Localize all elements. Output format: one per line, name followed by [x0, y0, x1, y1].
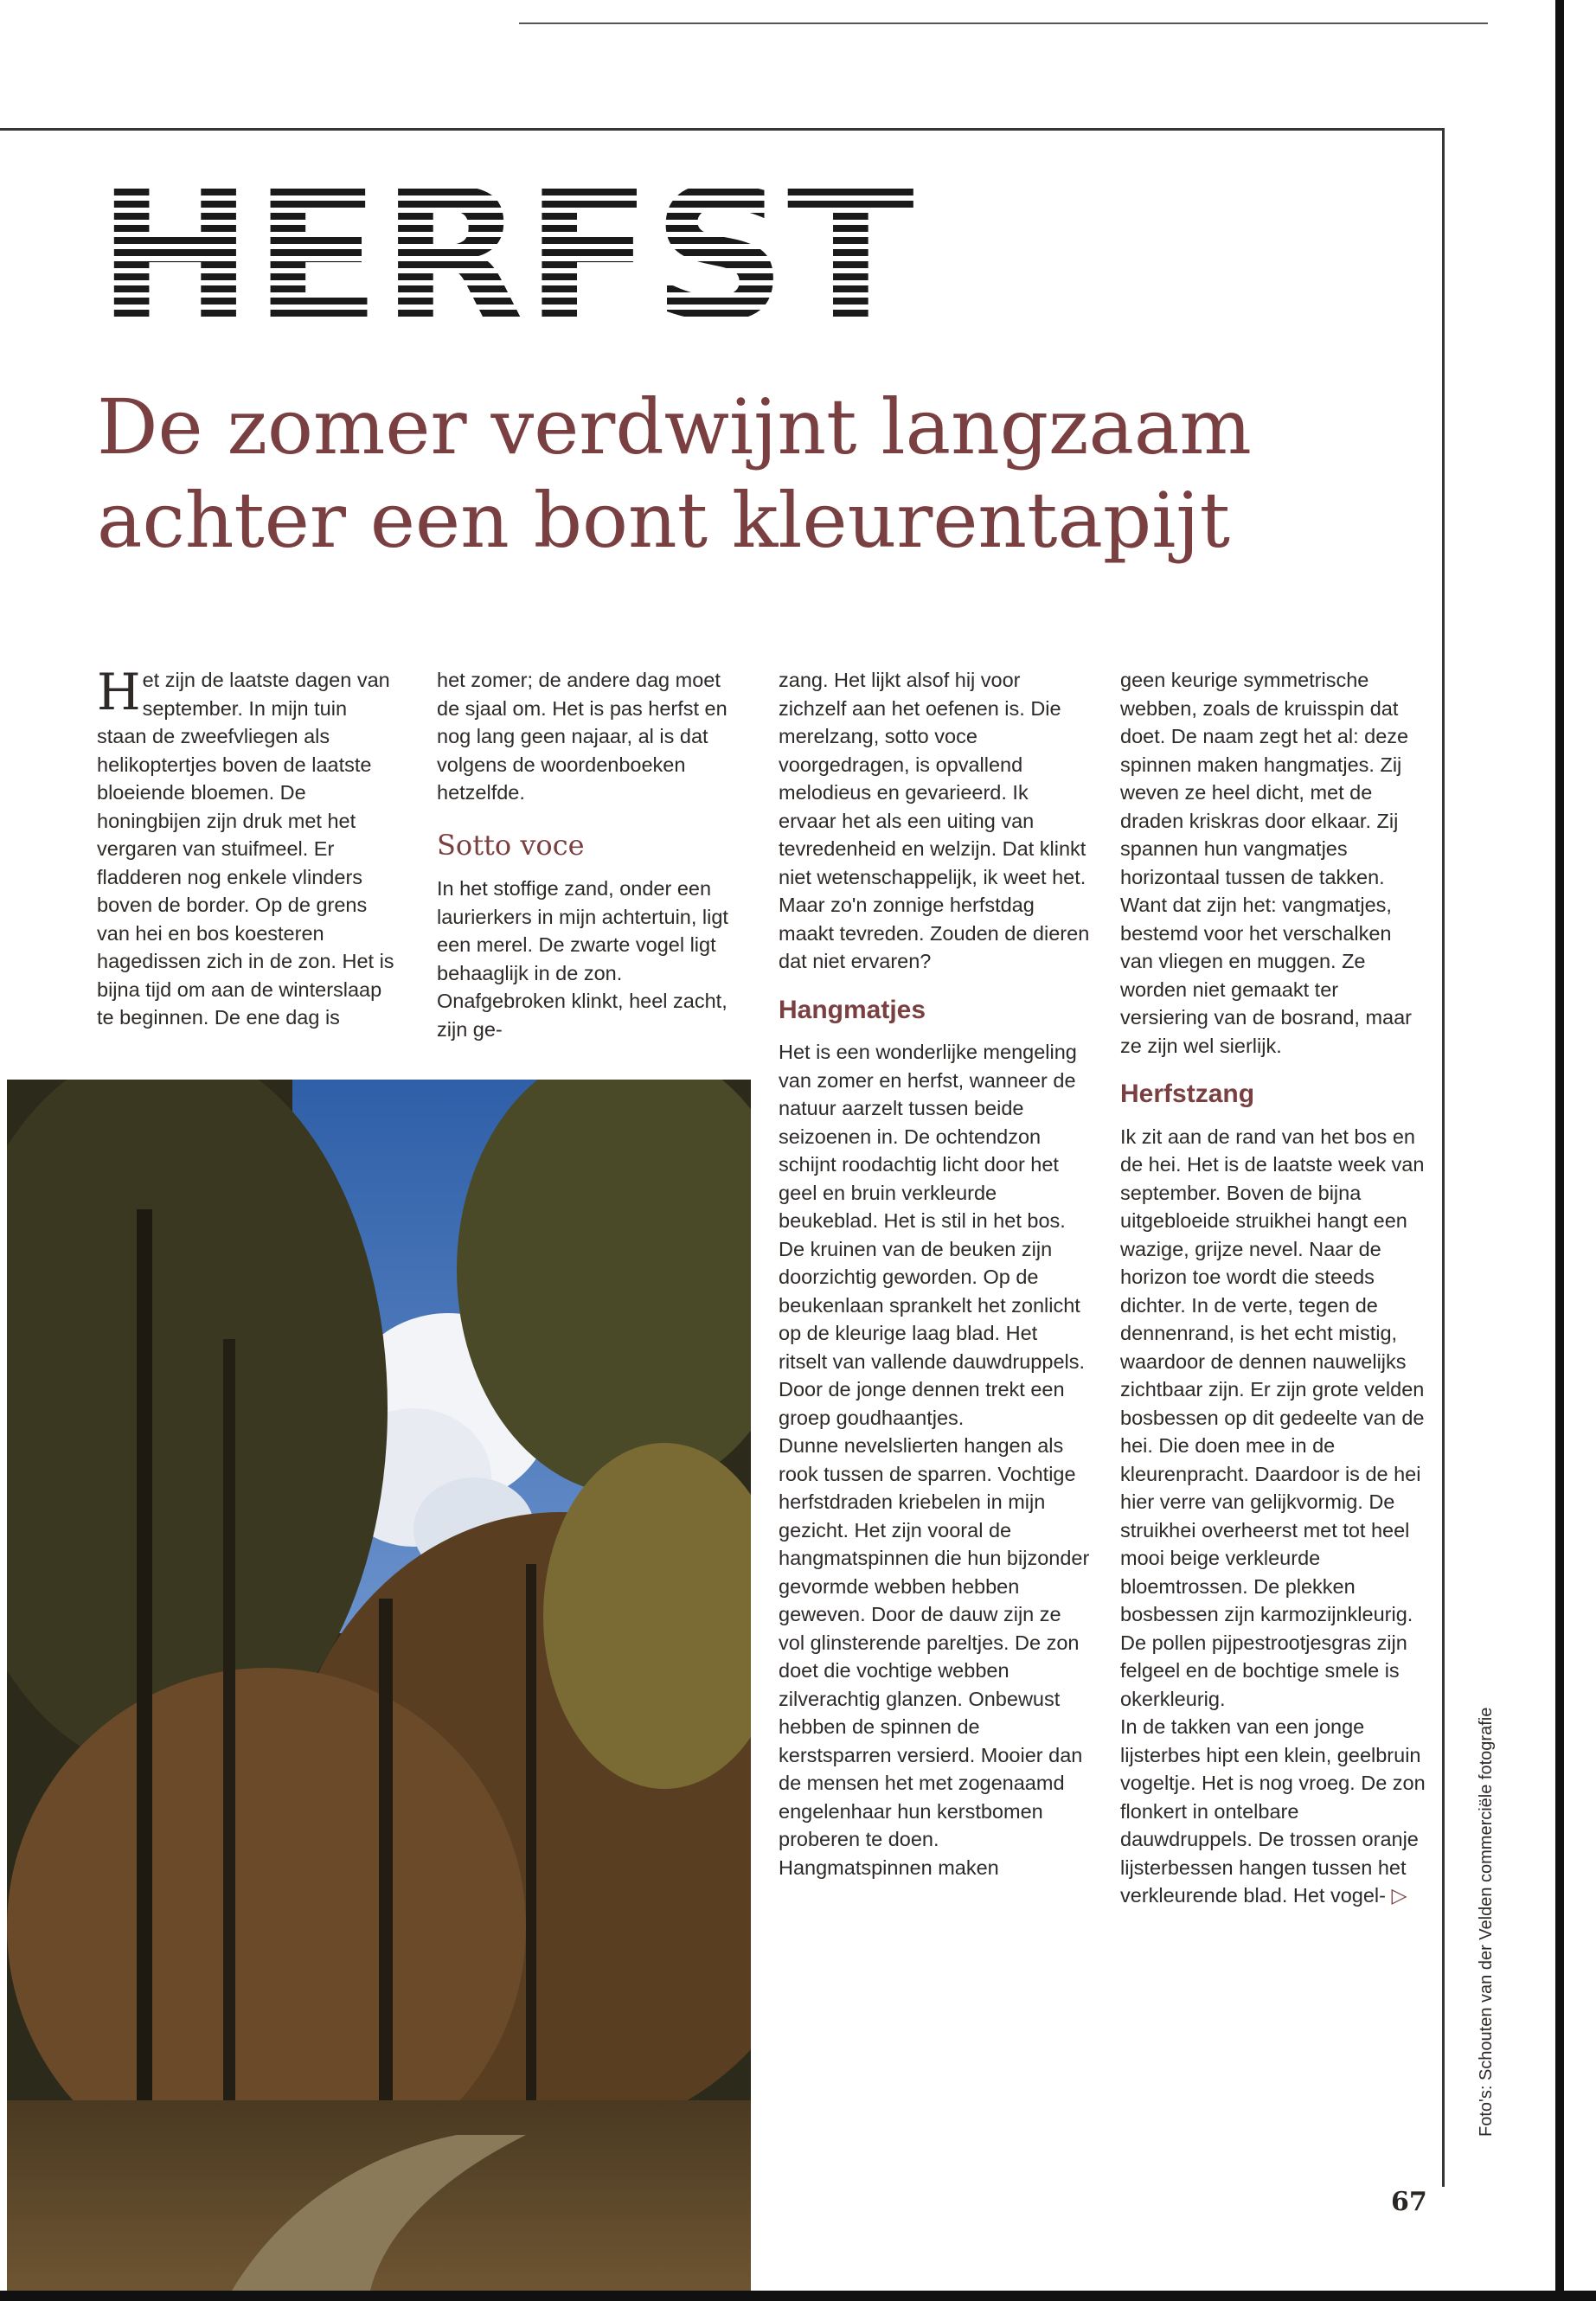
- frame-right-line: [1442, 128, 1445, 2187]
- frame-top-line: [0, 128, 1443, 131]
- col4-paragraph-2: Ik zit aan de rand van het bos en de hei. Het is de laatste week van september. Boven de bijna uitgebloeide struikhei hangt een wazige, grijze nevel. Naar de horizon toe wordt die steeds dichter. In de verte, tegen de dennenrand, is het echt mistig, waardoor de dennen nauwelijks zichtbaar zijn. Er zijn grote velden bosbessen op dit gedeelte van de hei. Die doen mee in de kleurenpracht. Daardoor is de hei hier verre van gelijkvormig. De struikhei overheerst met tot heel mooi beige verkleurde bloemtrossen. De plekken bosbessen zijn karmozijnkleurig. De pollen pijpestrootjesgras zijn felgeel en de bochtige smele is okerkleurig.: [1120, 1125, 1425, 1710]
- page-number: 67: [1391, 2187, 1427, 2217]
- headline-line-2: achter een bont kleurentapijt: [97, 476, 1231, 565]
- col2-paragraph-2: In het stoffige zand, onder een laurierkers in mijn achtertuin, ligt een merel. De zwarte vogel ligt behaaglijk in de zon. Onafgebroken klinkt, heel zacht, zijn ge-: [437, 877, 728, 1041]
- subheading-hangmatjes: Hangmatjes: [779, 995, 926, 1024]
- column-3: [779, 666, 1090, 1881]
- column-4: [1120, 666, 1427, 1910]
- col3-paragraph-2: Het is een wonderlijke mengeling van zomer en herfst, wanneer de natuur aarzelt tussen beide seizoenen in. De ochtendzon schijnt roodachtig licht door het geel en bruin verkleurde beukeblad. Het is stil in het bos. De kruinen van de beuken zijn doorzichtig geworden. Op de beukenlaan sprankelt het zonlicht op de kleurige laag blad. Het ritselt van vallende dauwdruppels. Door de jonge dennen trekt een groep goudhaantjes.: [779, 1041, 1086, 1429]
- photo-credit: Foto's: Schouten van der Velden commerciële fotografie: [1477, 1707, 1496, 2137]
- top-border-line: [519, 22, 1488, 24]
- headline: [97, 381, 1377, 567]
- col4-paragraph-1: geen keurige symmetrische webben, zoals de kruisspin dat doet. De naam zegt het al: deze spinnen maken hangmatjes. Zij weven ze heel dicht, met de draden kriskras door elkaar. Zij spannen hun vangmatjes horizontaal tussen de takken. Want dat zijn het: vangmatjes, bestemd voor het verschalken van vliegen en muggen. Ze worden niet gemaakt ter versiering van de bosrand, maar ze zijn wel sierlijk.: [1120, 669, 1413, 1057]
- forest-photo: [7, 1080, 751, 2291]
- herfst-logo: [97, 164, 919, 329]
- drop-cap: H: [97, 663, 141, 721]
- col3-paragraph-3: Dunne nevelslierten hangen als rook tussen de sparren. Vochtige herfstdraden kriebelen in mijn gezicht. Het zijn vooral de hangmatspinnen die hun bijzonder gevormde webben hebben geweven. Door de dauw zijn ze vol glinsterende pareltjes. De zon doet die vochtige webben zilverachtig glanzen. Onbewust hebben de spinnen de kerstsparren versierd. Mooier dan de mensen het met zogenaamd engelenhaar hun kerstbomen proberen te doen.: [779, 1434, 1090, 1850]
- col4-paragraph-3-text: In de takken van een jonge lijsterbes hipt een klein, geelbruin vogeltje. Het is nog vroeg. De zon flonkert in ontelbare dauwdruppels. De trossen oranje lijsterbessen hangen tussen het verkleurende blad. Het vogel-: [1120, 1715, 1426, 1907]
- col4-paragraph-3: [1120, 1713, 1427, 1910]
- column-2: [437, 666, 744, 1043]
- col3-paragraph-4: Hangmatspinnen maken: [779, 1856, 999, 1879]
- subheading-sotto-voce: Sotto voce: [437, 828, 585, 862]
- col1-paragraph: et zijn de laatste dagen van september. In mijn tuin staan de zweefvliegen als helikoptertjes boven de laatste bloeiende bloemen. De honingbijen zijn druk met het vergaren van stuifmeel. Er fladderen nog enkele vlinders boven de border. Op de grens van hei en bos koesteren hagedissen zich in de zon. Het is bijna tijd om aan de winterslaap te beginnen. De ene dag is: [97, 669, 394, 1029]
- scan-edge-bottom: [0, 2291, 1596, 2301]
- col3-paragraph-1: zang. Het lijkt alsof hij voor zichzelf aan het oefenen is. Die merelzang, sotto voce voorgedragen, is opvallend melodieus en gevarieerd. Ik ervaar het als een uiting van tevredenheid en welzijn. Dat klinkt niet wetenschappelijk, ik weet het. Maar zo'n zonnige herfstdag maakt tevreden. Zouden de dieren dat niet ervaren?: [779, 669, 1090, 972]
- svg-text:HERFST: HERFST: [97, 164, 914, 329]
- scan-edge-right: [1555, 0, 1564, 2301]
- continue-arrow-icon: ▷: [1391, 1884, 1407, 1907]
- col2-paragraph-1: het zomer; de andere dag moet de sjaal om. Het is pas herfst en nog lang geen najaar, al is dat volgens de woordenboeken hetzelfde.: [437, 669, 727, 804]
- subheading-herfstzang: Herfstzang: [1120, 1080, 1255, 1108]
- headline-line-1: De zomer verdwijnt langzaam: [97, 382, 1252, 471]
- forest-illustration: [7, 1080, 751, 2291]
- column-1: [97, 663, 395, 1032]
